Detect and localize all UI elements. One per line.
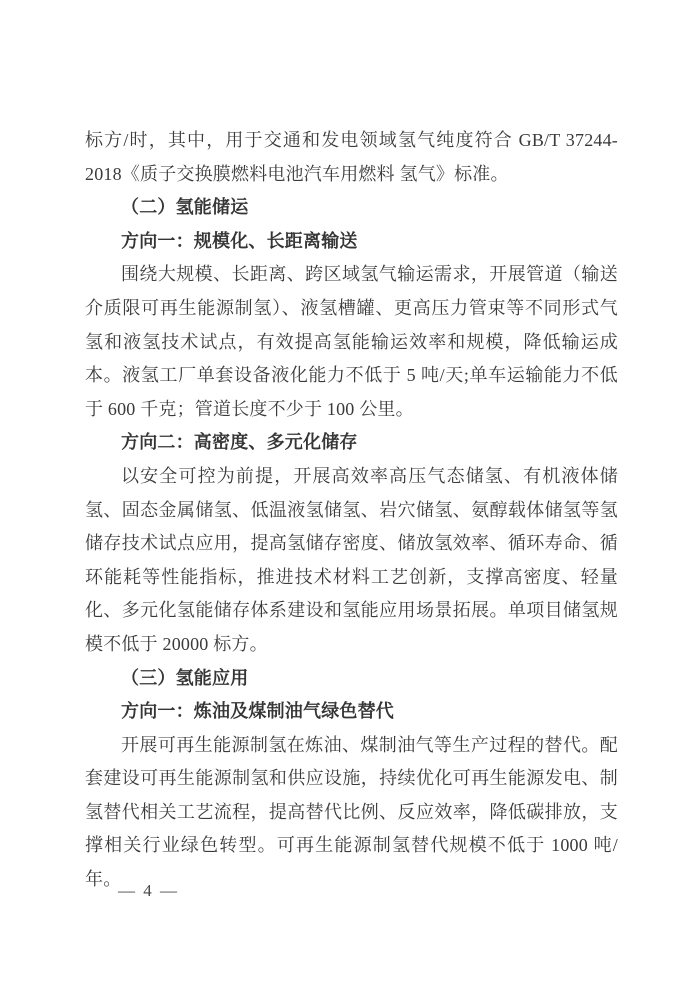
paragraph-transport: 围绕大规模、长距离、跨区域氢气输运需求，开展管道（输送介质限可再生能源制氢）、液氢槽罐、更高压力管束等不同形式气氢和液氢技术试点，有效提高氢能输运效率和规模，降低输运成本。液氢工厂单套设备液化能力不低于 5 吨/天;单车运输能力不低于 600 千克；管道长度不少于 100 公里。 <box>85 264 618 419</box>
section-heading-hydrogen-storage-transport: （二）氢能储运 <box>121 197 249 218</box>
paragraph-application: 开展可再生能源制氢在炼油、煤制油气等生产过程的替代。配套建设可再生能源制氢和供应设施，持续优化可再生能源发电、制氢替代相关工艺流程，提高替代比例、反应效率，降低碳排放，支撑相关行业绿色转型。可再生能源制氢替代规模不低于 1000 吨/年。 <box>85 734 618 890</box>
direction-heading-high-density-diversified-storage: 方向二：高密度、多元化储存 <box>121 432 358 453</box>
page-number: — 4 — <box>118 881 179 900</box>
paragraph-storage: 以安全可控为前提，开展高效率高压气态储氢、有机液体储氢、固态金属储氢、低温液氢储氢、岩穴储氢、氨醇载体储氢等氢储存技术试点应用，提高氢储存密度、储放氢效率、循环寿命、循环能耗等性能指标，推进技术材料工艺创新，支撑高密度、轻量化、多元化氢能储存体系建设和氢能应用场景拓展。单项目储氢规模不低于 20000 标方。 <box>85 465 618 654</box>
section-heading-hydrogen-application: （三）氢能应用 <box>121 667 249 688</box>
direction-heading-large-scale-long-distance: 方向一：规模化、长距离输送 <box>121 230 358 251</box>
direction-heading-refining-green-substitution: 方向一：炼油及煤制油气绿色替代 <box>121 701 394 722</box>
paragraph-continued: 标方/时，其中，用于交通和发电领域氢气纯度符合 GB/T 37244-2018《质子交换膜燃料电池汽车用燃料 氢气》标准。 <box>85 130 618 184</box>
document-body <box>85 124 618 897</box>
